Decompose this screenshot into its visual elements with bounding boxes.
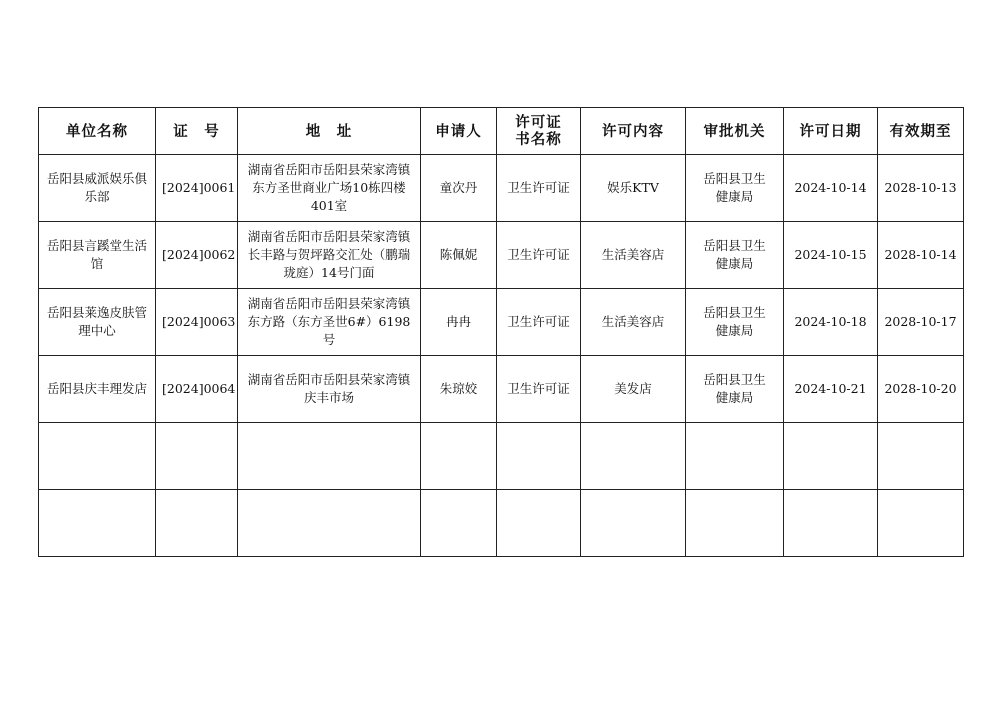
cell-address: 湖南省岳阳市岳阳县荣家湾镇长丰路与贺坪路交汇处（鹏瑞珑庭）14号门面 bbox=[238, 222, 421, 289]
cell-license-content: 生活美容店 bbox=[581, 289, 686, 356]
empty-cell bbox=[421, 423, 497, 490]
empty-cell bbox=[581, 423, 686, 490]
table-row bbox=[39, 356, 964, 423]
cell-unit: 岳阳县威派娱乐俱乐部 bbox=[39, 155, 156, 222]
cell-license-content: 娱乐KTV bbox=[581, 155, 686, 222]
cell-unit: 岳阳县庆丰理发店 bbox=[39, 356, 156, 423]
empty-cell bbox=[686, 490, 784, 557]
empty-cell bbox=[156, 423, 238, 490]
table-row bbox=[39, 155, 964, 222]
cell-license-name: 卫生许可证 bbox=[497, 289, 581, 356]
empty-cell bbox=[784, 490, 878, 557]
cell-valid-until: 2028-10-13 bbox=[878, 155, 964, 222]
header-valid-until: 有效期至 bbox=[878, 108, 964, 155]
cell-license-name: 卫生许可证 bbox=[497, 155, 581, 222]
license-table bbox=[38, 107, 964, 557]
cell-valid-until: 2028-10-20 bbox=[878, 356, 964, 423]
header-row bbox=[39, 108, 964, 155]
cell-applicant: 陈佩妮 bbox=[421, 222, 497, 289]
cell-applicant: 童次丹 bbox=[421, 155, 497, 222]
empty-cell bbox=[686, 423, 784, 490]
cell-valid-until: 2028-10-17 bbox=[878, 289, 964, 356]
cell-authority: 岳阳县卫生健康局 bbox=[686, 289, 784, 356]
table-row bbox=[39, 222, 964, 289]
cell-license-content: 生活美容店 bbox=[581, 222, 686, 289]
empty-row bbox=[39, 423, 964, 490]
cell-issue-date: 2024-10-18 bbox=[784, 289, 878, 356]
cell-authority: 岳阳县卫生健康局 bbox=[686, 356, 784, 423]
cell-license-name: 卫生许可证 bbox=[497, 356, 581, 423]
cell-license-name: 卫生许可证 bbox=[497, 222, 581, 289]
cell-issue-date: 2024-10-21 bbox=[784, 356, 878, 423]
cell-cert-no: [2024]0061 bbox=[156, 155, 238, 222]
empty-cell bbox=[421, 490, 497, 557]
cell-valid-until: 2028-10-14 bbox=[878, 222, 964, 289]
empty-cell bbox=[238, 490, 421, 557]
cell-cert-no: [2024]0064 bbox=[156, 356, 238, 423]
empty-cell bbox=[238, 423, 421, 490]
cell-issue-date: 2024-10-15 bbox=[784, 222, 878, 289]
cell-cert-no: [2024]0063 bbox=[156, 289, 238, 356]
cell-address: 湖南省岳阳市岳阳县荣家湾镇庆丰市场 bbox=[238, 356, 421, 423]
empty-cell bbox=[39, 490, 156, 557]
empty-cell bbox=[784, 423, 878, 490]
header-license-name: 许可证书名称 bbox=[497, 108, 581, 155]
cell-cert-no: [2024]0062 bbox=[156, 222, 238, 289]
header-applicant: 申请人 bbox=[421, 108, 497, 155]
header-unit-name: 单位名称 bbox=[39, 108, 156, 155]
cell-authority: 岳阳县卫生健康局 bbox=[686, 155, 784, 222]
header-address: 地 址 bbox=[238, 108, 421, 155]
empty-cell bbox=[156, 490, 238, 557]
cell-issue-date: 2024-10-14 bbox=[784, 155, 878, 222]
table-row bbox=[39, 289, 964, 356]
header-authority: 审批机关 bbox=[686, 108, 784, 155]
cell-unit: 岳阳县莱逸皮肤管理中心 bbox=[39, 289, 156, 356]
empty-cell bbox=[878, 423, 964, 490]
cell-address: 湖南省岳阳市岳阳县荣家湾镇东方圣世商业广场10栋四楼401室 bbox=[238, 155, 421, 222]
empty-cell bbox=[497, 490, 581, 557]
header-cert-no: 证 号 bbox=[156, 108, 238, 155]
cell-authority: 岳阳县卫生健康局 bbox=[686, 222, 784, 289]
cell-license-content: 美发店 bbox=[581, 356, 686, 423]
empty-cell bbox=[39, 423, 156, 490]
empty-cell bbox=[878, 490, 964, 557]
cell-address: 湖南省岳阳市岳阳县荣家湾镇东方路（东方圣世6#）6198号 bbox=[238, 289, 421, 356]
cell-applicant: 冉冉 bbox=[421, 289, 497, 356]
header-issue-date: 许可日期 bbox=[784, 108, 878, 155]
cell-applicant: 朱琼姣 bbox=[421, 356, 497, 423]
header-license-content: 许可内容 bbox=[581, 108, 686, 155]
empty-cell bbox=[497, 423, 581, 490]
empty-cell bbox=[581, 490, 686, 557]
empty-row bbox=[39, 490, 964, 557]
cell-unit: 岳阳县言蹊堂生活馆 bbox=[39, 222, 156, 289]
